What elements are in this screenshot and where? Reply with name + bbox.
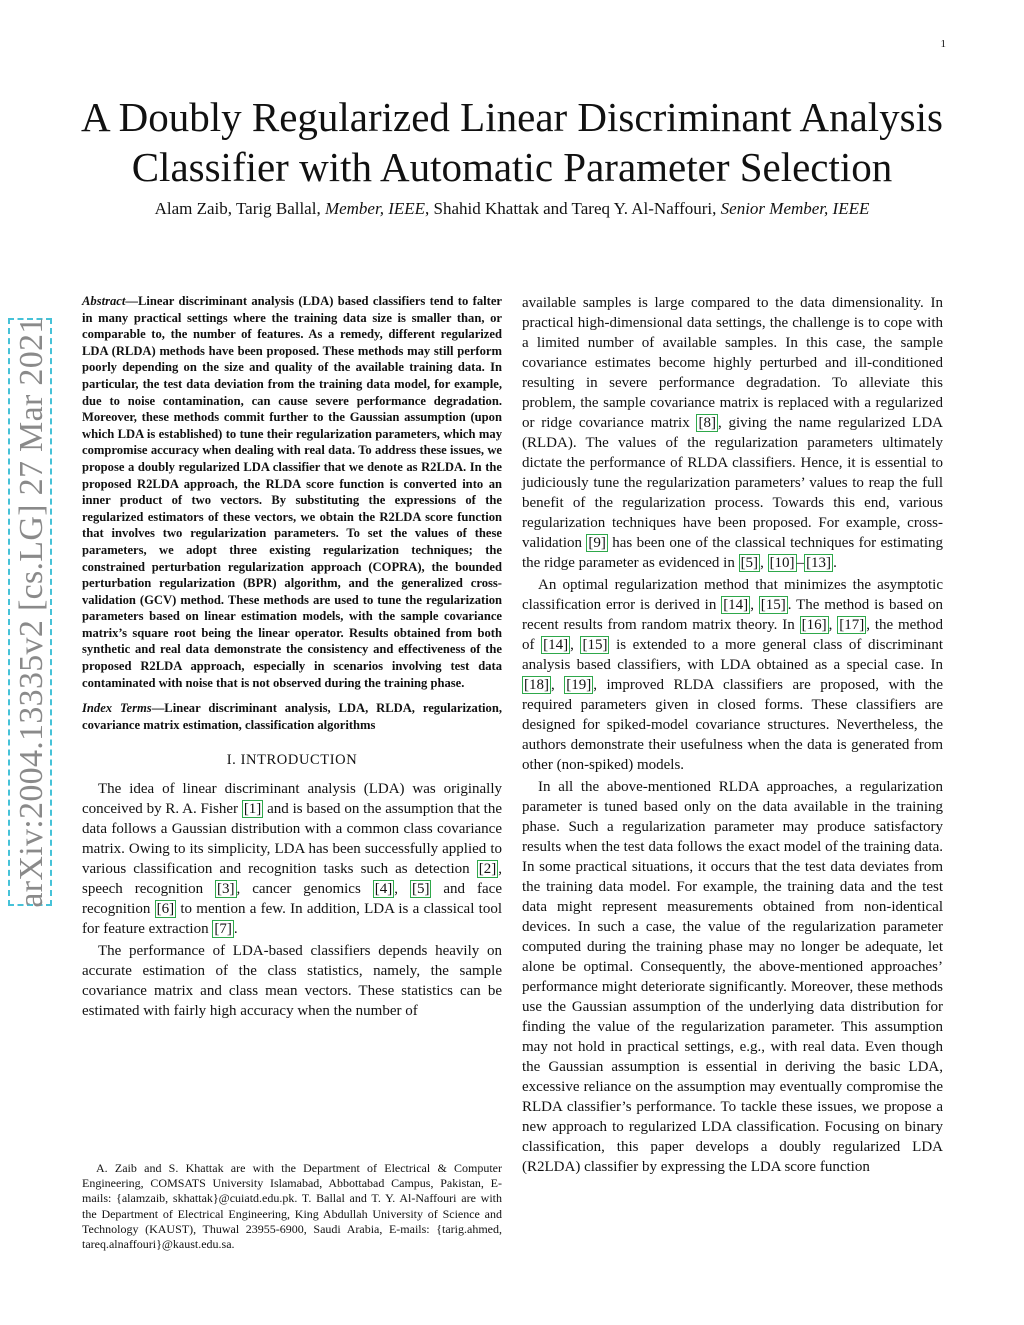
index-terms-text: —Linear discriminant analysis, LDA, RLDA, regularization, covariance matrix estimation, classification algorithms	[82, 701, 502, 732]
citation-link[interactable]: [10]	[769, 555, 795, 571]
citation-link[interactable]: [9]	[588, 535, 606, 551]
index-terms	[82, 700, 502, 733]
authors-part-2: , Shahid Khattak and Tareq Y. Al-Naffouri,	[425, 199, 721, 218]
right-column	[522, 293, 943, 1177]
text-run: , the method of	[522, 617, 943, 653]
arxiv-stamp-label: arXiv:2004.13335v2 [cs.LG] 27 Mar 2021	[13, 316, 50, 908]
title-line-1: A Doubly Regularized Linear Discriminant Analysis	[81, 94, 943, 140]
paper-title	[60, 92, 964, 192]
text-run: , improved RLDA classifiers are proposed, with the required parameters given in closed forms. These classifiers are designed for spiked-model covariance structures. Nevertheless, the authors demonstrate their usefulness when the data is generated from other (non-spiked) models.	[522, 677, 944, 773]
citation-link[interactable]: [13]	[806, 555, 832, 571]
text-run: .	[233, 921, 238, 938]
citation-link[interactable]: [15]	[582, 637, 608, 653]
left-column	[82, 293, 502, 1021]
citation-link[interactable]: [3]	[217, 881, 235, 898]
citation-link[interactable]: [4]	[374, 881, 393, 898]
author-list	[60, 197, 964, 221]
text-run: ,	[760, 555, 768, 571]
text-run: .	[833, 555, 837, 571]
author-affiliation-2: Senior Member, IEEE	[720, 199, 870, 218]
page-number: 1	[940, 38, 946, 50]
citation-link[interactable]: [15]	[760, 597, 786, 613]
citation-link[interactable]: [8]	[698, 415, 716, 431]
citation-link[interactable]: [7]	[214, 921, 232, 938]
text-run: ,	[750, 597, 759, 613]
citation-link[interactable]: [14]	[723, 597, 749, 613]
citation-link[interactable]: [6]	[156, 901, 175, 918]
text-run: to mention a few. In addition, LDA is a classical tool for feature extraction	[82, 901, 502, 938]
intro-paragraph-1	[82, 779, 502, 939]
right-paragraph-3: In all the above-mentioned RLDA approaches, a regularization parameter is tuned based only on the data available in the training phase. Such a regularization parameter may produce satisfactory results when the test data follows the exact model of the training data. In some practical situations, it occurs that the test data deviates from the training data model. For example, the training data and the test data might represent measurements obtained from non-identical devices. In such a case, the value of the regularization parameter computed during the training phase may no longer be adequate, let alone be optimal. Consequently, the above-mentioned approaches’ performance might deteriorate significantly. Moreover, these methods use the Gaussian assumption of the underlying data distribution for finding the value of the regularization parameter. This assumption may not hold in practical settings, e.g., with real data. Even though the Gaussian assumption is essential in deriving the basic LDA, excessive reliance on the assumption may eventually compromise the RLDA classifier’s performance. To tackle these issues, we propose a new approach to regularized LDA classification. Focusing on binary classification, this paper develops a doubly regularized LDA (R2LDA) classifier by expressing the LDA score function	[522, 779, 943, 1175]
section-heading-introduction: I. INTRODUCTION	[226, 752, 358, 769]
affiliation-footnote: A. Zaib and S. Khattak are with the Department of Electrical & Computer Engineering, COMSATS University Islamabad, Abbottabad Campus, Pakistan, E-mails: {alamzaib, skhattak}@cuiatd.edu.pk. T. Ballal and T. Y. Al-Naffouri are with the Department of Electrical Engineering, King Abdullah University of Science and Technology (KAUST), Thuwal 23955-6900, Saudi Arabia, E-mails: {tarig.ahmed, tareq.alnaffouri}@kaust.edu.sa.	[82, 1161, 502, 1252]
citation-link[interactable]: [16]	[801, 617, 827, 633]
authors-part-1: Alam Zaib, Tarig Ballal,	[154, 199, 325, 218]
citation-link[interactable]: [2]	[478, 861, 497, 878]
text-run: has been one of the classical techniques for estimating the ridge parameter as evidenced in	[522, 535, 943, 571]
text-run: available samples is large compared to the data dimensionality. In practical high-dimensional data settings, the challenge is to cope with a limited number of available samples. In this case, the sample covariance estimates become highly perturbed and ill-conditioned resulting in severe performance degradation. To alleviate this problem, the sample covariance matrix is replaced with a regularized or ridge covariance matrix	[522, 295, 943, 431]
text-run: , cancer genomics	[236, 881, 373, 898]
citation-link[interactable]: [14]	[543, 637, 569, 653]
citation-link[interactable]: [19]	[566, 677, 592, 693]
citation-link[interactable]: [18]	[524, 677, 549, 693]
text-run: , giving the name regularized LDA (RLDA). The values of the regularization parameters ultimately dictate the performance of RLDA classifiers. Hence, it is essential to judiciously tune the regularization parameters’ values to reap the full benefit of the regularization process. Towards this end, various regularization techniques have been proposed. For example, cross-validation	[522, 415, 943, 551]
citation-link[interactable]: [5]	[411, 881, 430, 898]
citation-link[interactable]: [5]	[740, 555, 759, 571]
abstract-lead: Abstract	[82, 294, 126, 308]
text-run: and face recognition	[82, 881, 502, 918]
abstract	[82, 293, 502, 691]
author-affiliation-1: Member, IEEE	[324, 199, 426, 218]
text-run: The idea of linear discriminant analysis (LDA) was originally conceived by R. A. Fisher	[82, 781, 502, 818]
text-run: ,	[828, 617, 838, 633]
index-terms-lead: Index Terms	[82, 701, 152, 716]
text-run: ,	[394, 881, 410, 898]
intro-paragraph-2: The performance of LDA-based classifiers depends heavily on accurate estimation of the class statistics, namely, the sample covariance matrix and class mean vectors. These statistics can be estimated with fairly high accuracy when the number of	[82, 943, 502, 1020]
citation-link[interactable]: [17]	[839, 617, 865, 633]
text-run: . The method is based on recent results from random matrix theory. In	[522, 597, 944, 633]
text-run: , speech recognition	[82, 861, 502, 898]
citation-link[interactable]: [1]	[243, 801, 262, 818]
title-line-2: Classifier with Automatic Parameter Selection	[131, 144, 893, 190]
text-run: ,	[570, 637, 581, 653]
abstract-text: —Linear discriminant analysis (LDA) based classifiers tend to falter in many practical settings where the training data size is smaller than, or comparable to, the number of features. As a remedy, different regularized LDA (RLDA) methods have been proposed. These methods may still perform poorly depending on the size and quality of the available training data. In particular, the test data deviation from the training data model, for example, due to noise contamination, can cause severe performance degradation. Moreover, these methods commit further to the Gaussian assumption (upon which LDA is established) to tune their regularization parameters, which may compromise accuracy when dealing with real data. To address these issues, we propose a doubly regularized LDA classifier that we denote as R2LDA. In the proposed R2LDA approach, the RLDA score function is converted into an inner product of two vectors. By substituting the expressions of the regularized estimators of these vectors, we obtain the R2LDA score function that involves two regularization parameters. To set the values of these parameters, we adopt three existing regularization techniques; the constrained perturbation regularization approach (COPRA), the bounded perturbation regularization (BPR) algorithm, and the generalized cross-validation (GCV) method. These methods are used to tune the regularization parameters based on linear estimation models, with the sample covariance matrix’s square root being the linear operator. Results obtained from both synthetic and real data demonstrate the consistency and effectiveness of the proposed R2LDA approach, especially in scenarios involving test data contaminated with noise that is not observed during the training phase.	[82, 294, 502, 690]
text-run: ,	[551, 677, 565, 693]
text-run: An optimal regularization method that minimizes the asymptotic classification error is derived in	[522, 577, 943, 613]
text-run: is extended to a more general class of discriminant analysis based classifiers, with LDA obtained as a special case. In	[522, 637, 943, 673]
text-run: –	[796, 555, 805, 571]
right-paragraph-2	[522, 575, 943, 775]
text-run: and is based on the assumption that the data follows a Gaussian distribution with a common class covariance matrix. Owing to its simplicity, LDA has been successfully applied to various classification and recognition tasks such as detection	[82, 801, 503, 878]
right-paragraph-1	[522, 293, 943, 573]
